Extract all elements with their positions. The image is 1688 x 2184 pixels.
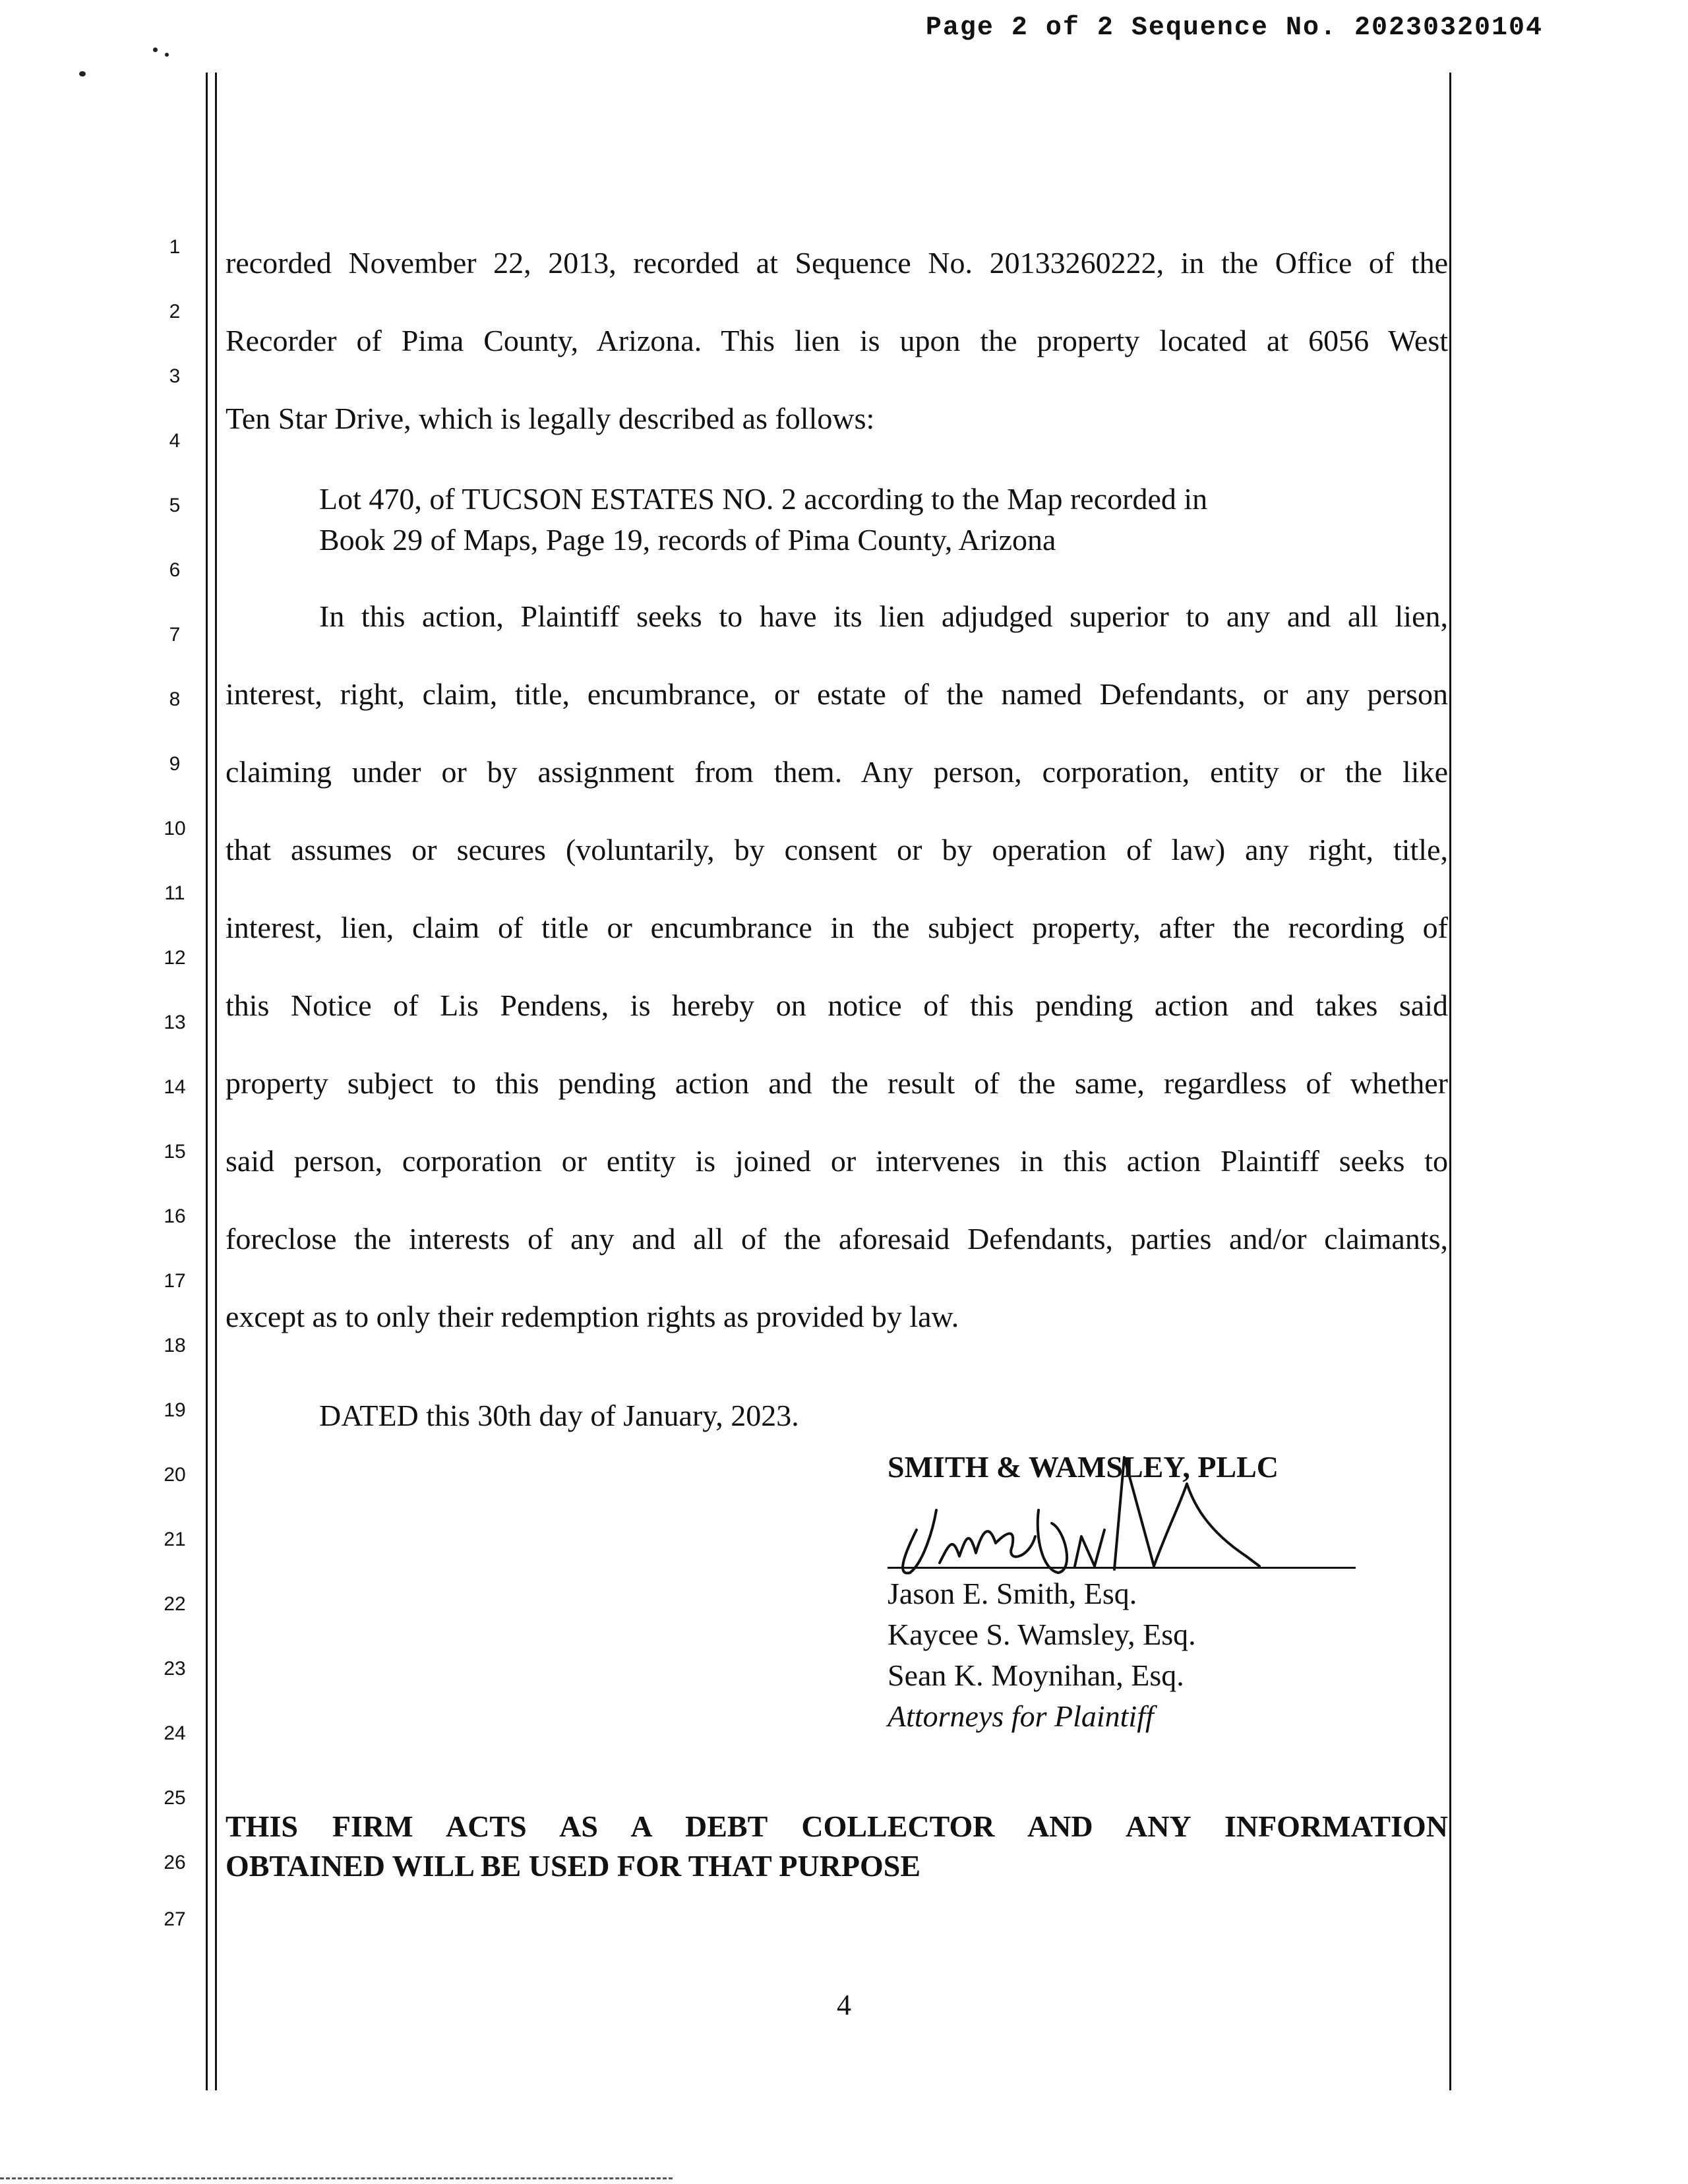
- line-number: 2: [169, 301, 181, 322]
- scan-speck: [153, 47, 158, 52]
- right-margin-rule: [1449, 73, 1451, 2090]
- line-number: 5: [169, 495, 181, 516]
- body-text-line: that assumes or secures (voluntarily, by consent or by operation of law) any right, title,: [226, 833, 1448, 866]
- line-number: 23: [164, 1658, 186, 1680]
- line-number: 26: [164, 1852, 186, 1873]
- left-margin-rule-outer: [206, 73, 208, 2090]
- line-number: 20: [164, 1464, 186, 1486]
- line-number: 19: [164, 1399, 186, 1421]
- line-number: 6: [169, 559, 181, 581]
- line-number: 24: [164, 1722, 186, 1744]
- body-text-line: said person, corporation or entity is joined or intervenes in this action Plaintiff seeks to: [226, 1144, 1448, 1178]
- line-number: 8: [169, 688, 181, 710]
- body-text-line: interest, lien, claim of title or encumbrance in the subject property, after the recording of: [226, 911, 1448, 944]
- line-number: 13: [164, 1012, 186, 1033]
- body-text-line: recorded November 22, 2013, recorded at Sequence No. 20133260222, in the Office of the: [226, 246, 1448, 280]
- line-number: 11: [164, 882, 185, 904]
- notice-line: OBTAINED WILL BE USED FOR THAT PURPOSE: [226, 1849, 921, 1883]
- scan-speck: [79, 71, 86, 76]
- body-text-line: Ten Star Drive, which is legally described as follows:: [226, 402, 875, 435]
- legal-description-line: Book 29 of Maps, Page 19, records of Pima County, Arizona: [319, 523, 1056, 557]
- law-firm-name: SMITH & WAMSLEY, PLLC: [888, 1450, 1279, 1484]
- body-text-line: foreclose the interests of any and all of the aforesaid Defendants, parties and/or claimants,: [226, 1222, 1448, 1256]
- line-number: 9: [169, 753, 181, 775]
- attorney-name: Kaycee S. Wamsley, Esq.: [888, 1618, 1196, 1651]
- body-text-line: except as to only their redemption rights as provided by law.: [226, 1300, 959, 1333]
- body-text-line: this Notice of Lis Pendens, is hereby on notice of this pending action and takes said: [226, 988, 1448, 1022]
- line-number: 22: [164, 1593, 186, 1615]
- line-number: 1: [169, 236, 181, 258]
- line-number: 7: [169, 624, 181, 646]
- debt-collector-notice: [226, 1807, 1448, 1886]
- line-number: 27: [164, 1908, 186, 1930]
- line-number: 4: [169, 430, 181, 452]
- attorney-name: Jason E. Smith, Esq.: [888, 1577, 1137, 1610]
- body-text-line: claiming under or by assignment from them. Any person, corporation, entity or the like: [226, 755, 1448, 789]
- body-text-line: interest, right, claim, title, encumbrance, or estate of the named Defendants, or any person: [226, 677, 1448, 711]
- line-number: 10: [164, 818, 186, 839]
- line-number: 21: [164, 1529, 186, 1550]
- body-text-line: property subject to this pending action and the result of the same, regardless of whether: [226, 1066, 1448, 1100]
- line-number: 16: [164, 1205, 186, 1227]
- line-number: 18: [164, 1335, 186, 1356]
- left-margin-rule-inner: [215, 73, 217, 2090]
- notice-line: THIS FIRM ACTS AS A DEBT COLLECTOR AND ANY INFORMATION: [226, 1809, 1448, 1843]
- dated-line: DATED this 30th day of January, 2023.: [319, 1399, 799, 1432]
- body-text-line: In this action, Plaintiff seeks to have its lien adjudged superior to any and all lien,: [319, 599, 1448, 633]
- attorney-name: Sean K. Moynihan, Esq.: [888, 1658, 1184, 1692]
- attorney-role: Attorneys for Plaintiff: [888, 1699, 1154, 1733]
- line-number: 17: [164, 1270, 186, 1292]
- line-number: 12: [164, 947, 186, 969]
- body-text-line: Recorder of Pima County, Arizona. This lien is upon the property located at 6056 West: [226, 324, 1448, 357]
- line-number: 3: [169, 365, 181, 387]
- line-number: 25: [164, 1787, 186, 1809]
- page-sequence-header: Page 2 of 2 Sequence No. 20230320104: [925, 13, 1543, 43]
- scan-speck: [165, 53, 169, 57]
- page-number: 4: [837, 1989, 851, 2021]
- legal-description-line: Lot 470, of TUCSON ESTATES NO. 2 according to the Map recorded in: [319, 482, 1208, 516]
- signature-line: [888, 1567, 1356, 1569]
- line-number: 15: [164, 1141, 186, 1163]
- scan-dashed-edge: [0, 2177, 673, 2179]
- line-number: 14: [164, 1076, 186, 1098]
